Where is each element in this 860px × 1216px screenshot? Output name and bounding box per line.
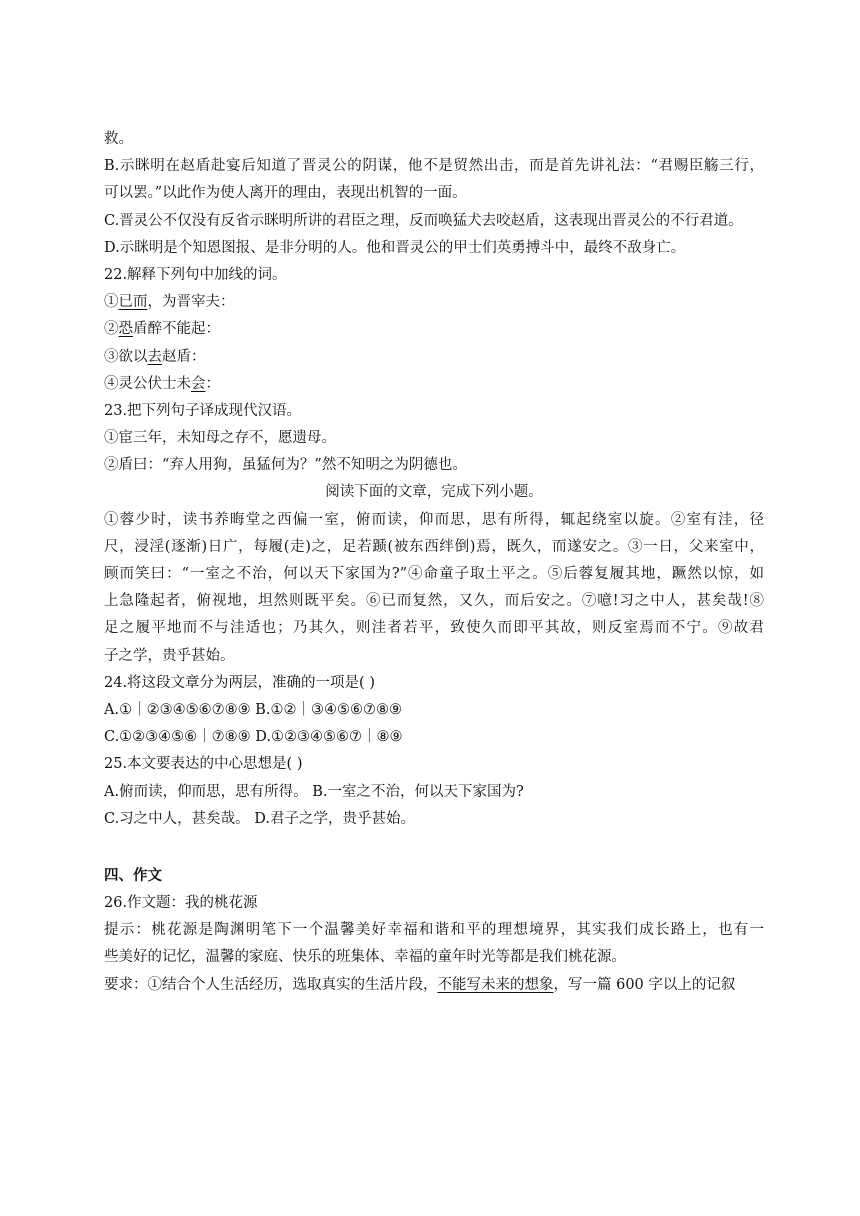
- question-23: 23.把下列句子译成现代汉语。: [104, 402, 302, 419]
- underlined-word: 会: [191, 375, 206, 392]
- underlined-phrase: 不能写未来的想象: [437, 976, 554, 993]
- question-24: 24.将这段文章分为两层，准确的一项是( ): [104, 674, 375, 691]
- option-c21-tail: 救。: [104, 131, 133, 147]
- passage-line: 足之履平地而不与洼适也；乃其久，则洼者若平，致使久而即平其故，则反室焉而不宁。⑨故君: [104, 620, 764, 637]
- passage-line: 上急隆起者，俯视地，坦然则既平矣。⑥已而复然，又久，而后安之。⑦噫!习之中人，甚矣哉!⑧: [104, 593, 764, 610]
- underlined-word: 恐: [118, 321, 133, 338]
- q22-item-3: ③欲以去赵盾：: [104, 348, 206, 365]
- essay-hint-line-2: 些美好的记忆，温馨的家庭、快乐的班集体、幸福的童年时光等都是我们桃花源。: [104, 949, 626, 966]
- q23-item-2: ②盾曰：“弃人用狗，虽猛何为？”然不知明之为阴德也。: [104, 457, 467, 474]
- underlined-word: 去: [147, 348, 162, 365]
- reading-instruction: 阅读下面的文章，完成下列小题。: [325, 484, 543, 501]
- document-page: [104, 126, 764, 999]
- underlined-word: 已而: [118, 294, 148, 311]
- q24-options-cd: C.①②③④⑤⑥｜⑦⑧⑨ D.①②③④⑤⑥⑦｜⑧⑨: [104, 729, 403, 746]
- question-25: 25.本文要表达的中心思想是( ): [104, 756, 303, 773]
- q22-item-1: ①已而，为晋宰夫：: [104, 294, 235, 311]
- question-22: 22.解释下列句中加线的词。: [104, 266, 287, 283]
- option-d: D.示眯明是个知恩图报、是非分明的人。他和晋灵公的甲士们英勇搏斗中，最终不敌身亡。: [104, 239, 686, 256]
- q25-options-cd: C.习之中人，甚矣哉。 D.君子之学，贵乎甚始。: [104, 810, 416, 827]
- option-b-line-1: B.示眯明在赵盾赴宴后知道了晋灵公的阴谋，他不是贸然出击，而是首先讲礼法：“君赐臣觞三行，: [104, 158, 764, 175]
- essay-hint-line-1: 提示：桃花源是陶渊明笔下一个温馨美好幸福和谐和平的理想境界，其实我们成长路上，也有一: [104, 922, 764, 939]
- option-b-line-2: 可以罢。”以此作为使人离开的理由，表现出机智的一面。: [104, 185, 467, 202]
- passage-line: 子之学，贵乎甚始。: [104, 647, 235, 664]
- q23-item-1: ①宦三年，未知母之存不，愿遗母。: [104, 430, 336, 447]
- q22-item-2: ②恐盾醉不能起：: [104, 321, 220, 338]
- essay-title: 26.作文题：我的桃花源: [104, 895, 258, 912]
- passage-line: 顾而笑曰：“一室之不治，何以天下家国为?”④命童子取土平之。⑤后蓉复履其地，蹶然以惊，如: [104, 566, 764, 582]
- passage-line: ①蓉少时，读书养晦堂之西偏一室，俯而读，仰而思，思有所得，辄起绕室以旋。②室有洼，径: [104, 511, 764, 528]
- section-spacer: [104, 833, 764, 863]
- essay-requirement: 要求：①结合个人生活经历，选取真实的生活片段，不能写未来的想象，写一篇 600 字以上的记叙: [104, 976, 736, 993]
- passage-line: 尺，浸淫(逐渐)日广，每履(走)之，足若踬(被东西绊倒)焉，既久，而遂安之。③一日，父来室中，: [104, 538, 764, 555]
- q22-item-4: ④灵公伏士未会：: [104, 375, 220, 392]
- option-c: C.晋灵公不仅没有反省示眯明所讲的君臣之理，反而唤猛犬去咬赵盾，这表现出晋灵公的不行君道。: [104, 212, 743, 229]
- section-heading: 四、作文: [104, 867, 162, 884]
- q25-options-ab: A.俯而读，仰而思，思有所得。 B.一室之不治，何以天下家国为?: [104, 783, 524, 800]
- q24-options-ab: A.①｜②③④⑤⑥⑦⑧⑨ B.①②｜③④⑤⑥⑦⑧⑨: [104, 701, 402, 718]
